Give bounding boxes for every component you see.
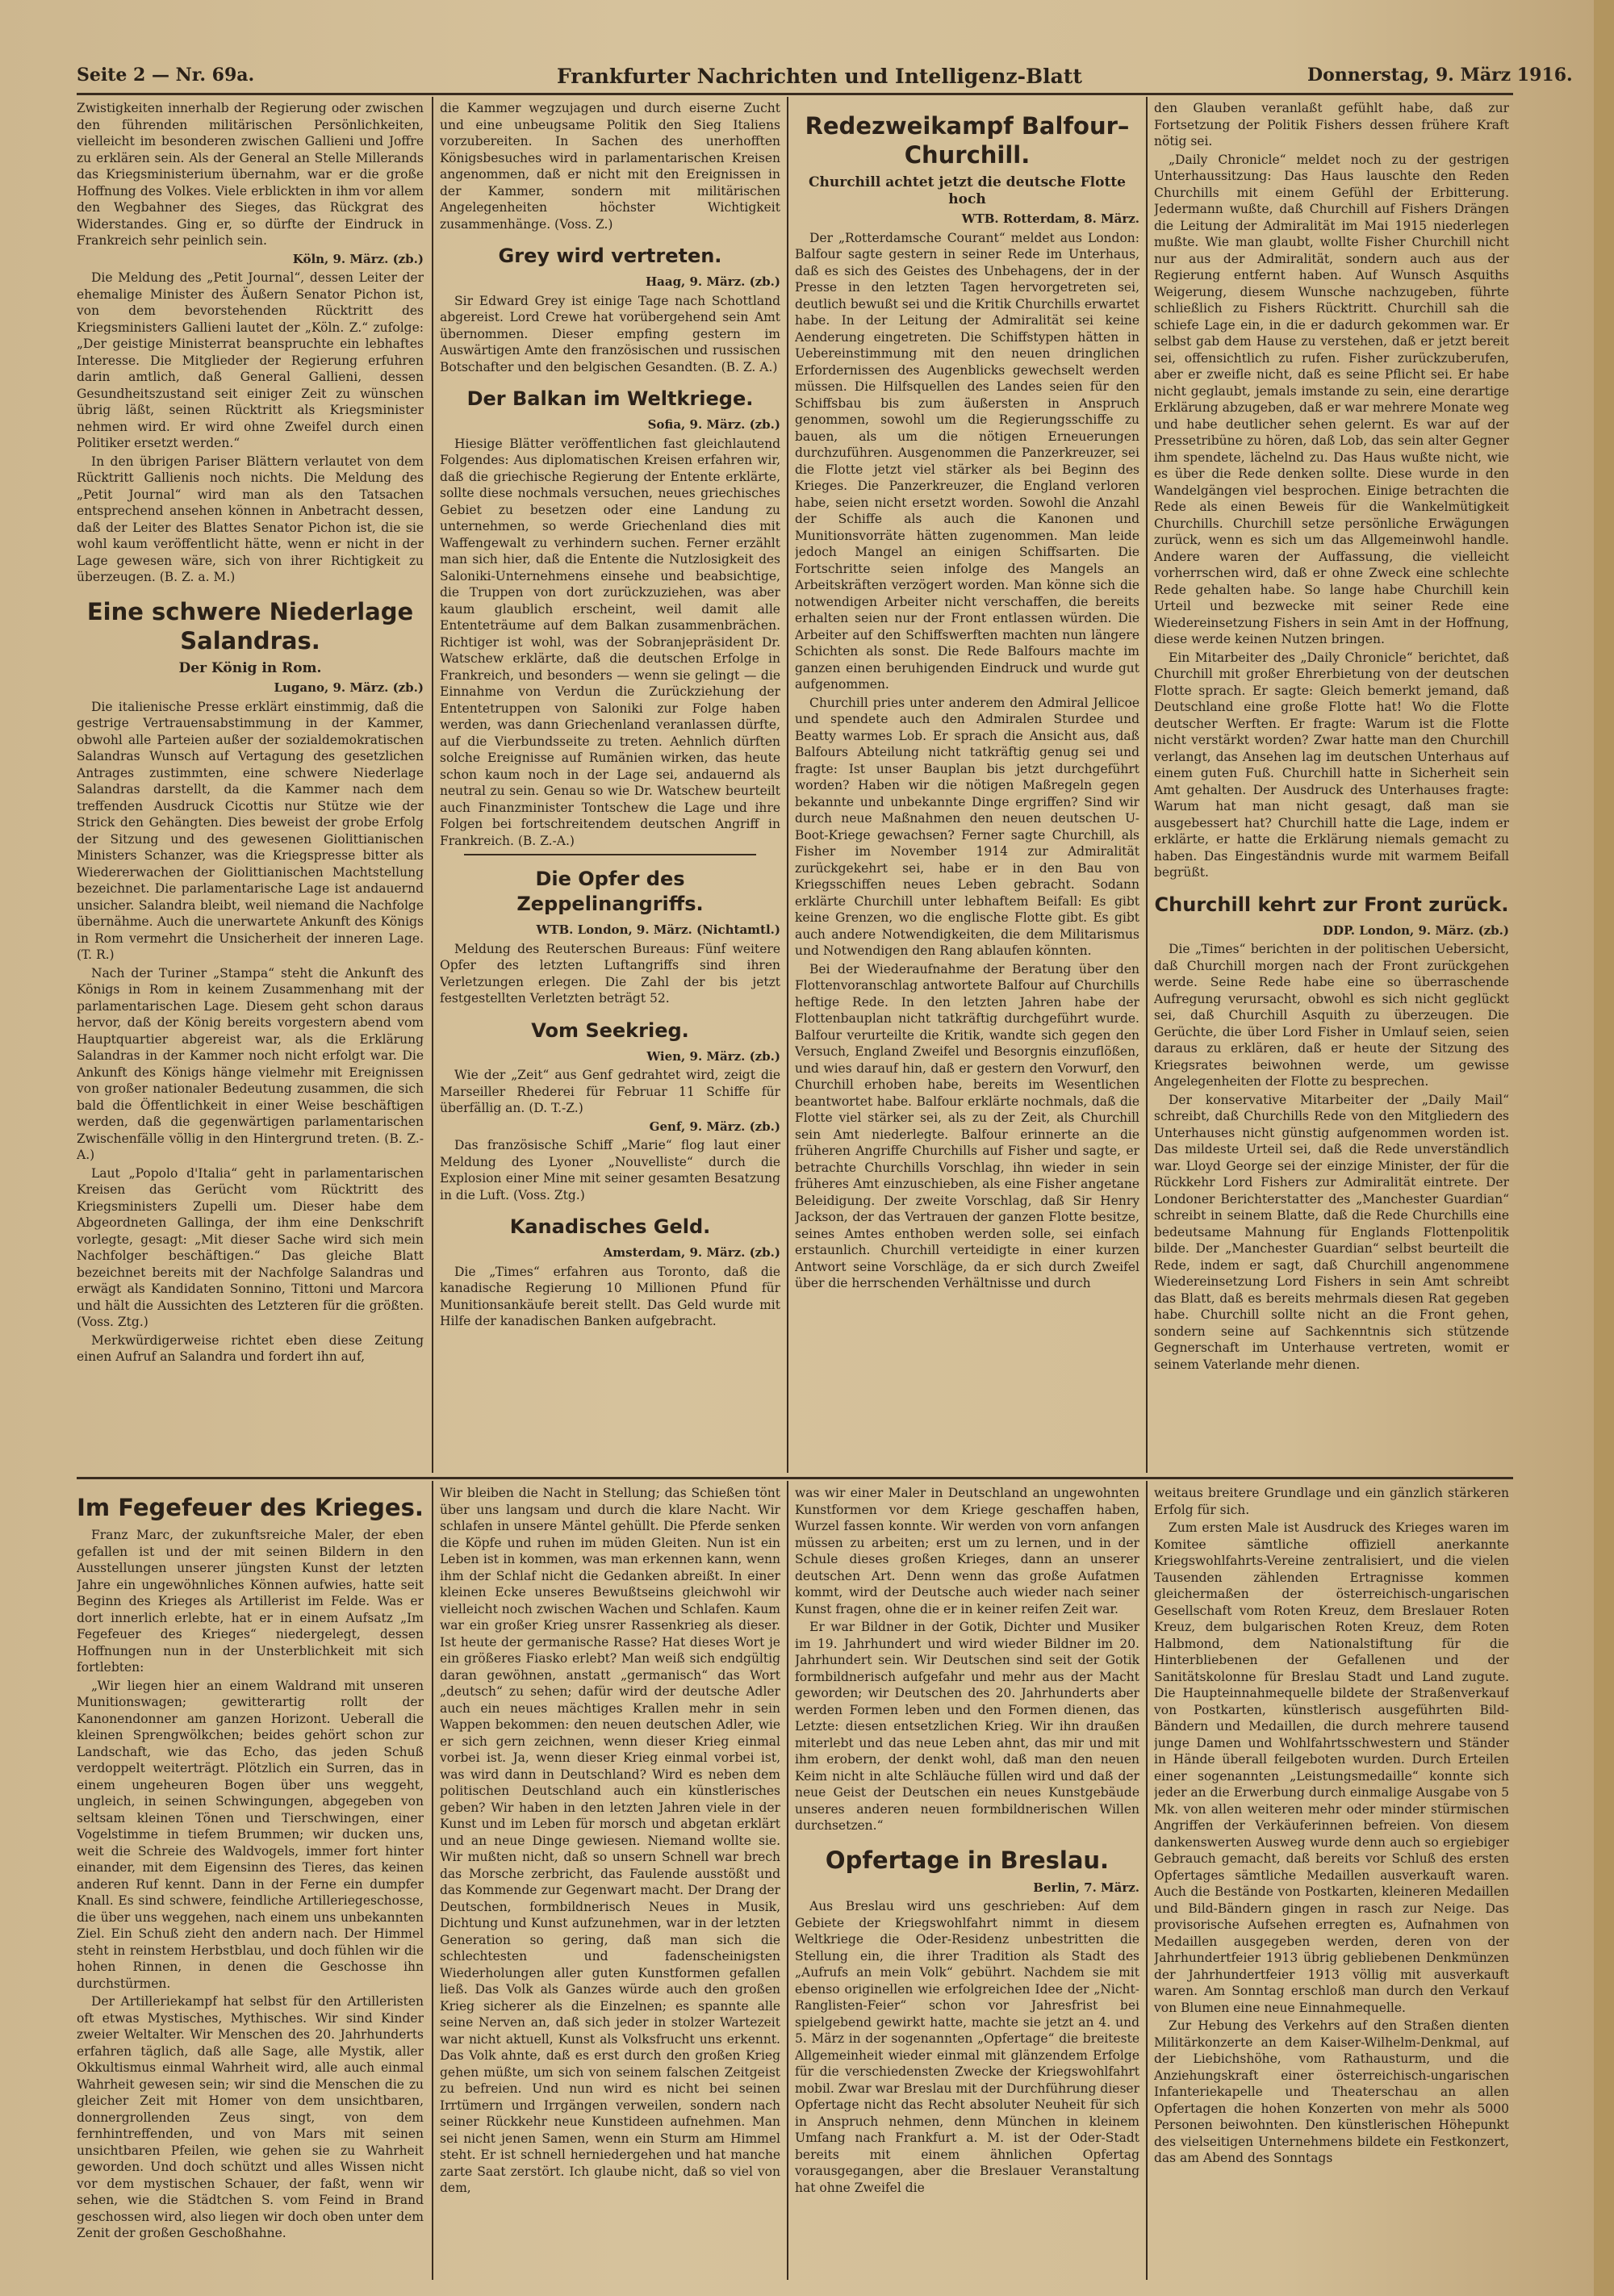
dateline: Sofia, 9. März. (zb.) xyxy=(647,417,780,432)
article-text: Die Meldung des „Petit Journal“, dessen Leiter der ehemalige Minister des Äußern Senator Pichon ist, von dem bevorstehenden Rücktritt des Kriegsministers Gallieni lautet der „Köln. Z.“ zufolge: „Der geistige Ministerrat beanspruchte ein lebhaftes Interesse. Die Mitglieder der Regierung erfuhren darin amtlich, daß General Gallieni, dessen Gesundheitszustand seit einiger Zeit zu wünschen übrig läßt, seinen Rücktritt als Kriegsminister nehmen wird. Er wird ohne Zweifel durch einen Politiker ersetzt werden.“ xyxy=(77,270,424,450)
subheadline: Der König in Rom. xyxy=(178,659,322,676)
article-text: In den übrigen Pariser Blättern verlautet von dem Rücktritt Gallienis noch nichts. Die Meldung des „Petit Journal“ wird man als den Tatsachen entsprechend ansehen können in Anbetracht dessen, daß der Leiter des Blattes Senator Pichon ist, die sie wohl kaum veröffentlicht hätte, wenn er nicht in der Lage gewesen wäre, sich von ihrer Richtigkeit zu überzeugen. (B. Z. a. M.) xyxy=(77,454,424,584)
paper-edge xyxy=(1594,0,1614,2296)
article-text: Aus Breslau wird uns geschrieben: Auf dem Gebiete der Kriegswohlfahrt nimmt in diesem Weltkriege die Oder-Residenz unbestritten die Stellung ein, die ihrer Tradition als Stadt des „Aufrufs an mein Volk“ gebührt. Nachdem sie mit ebenso originellen wie erfolgreichen Idee der „Nicht-Ranglisten-Feier“ schon vor Jahresfrist bei spielgebend gewirkt hatte, machte sie jetzt an 4. und 5. März in der sogenannten „Opfertage“ die breiteste Allgemeinheit wieder einmal mit glänzendem Erfolge für die verschiedensten Zwecke der Kriegswohlfahrt mobil. Zwar war Breslau mit der Durchführung dieser Opfertage nicht das Recht absoluter Neuheit für sich in Anspruch nehmen, denn München in kleinem Umfang nach Frankfurt a. M. ist der Oder-Stadt bereits mit einem ähnlichen Opfertag vorausgegangen, aber die Breslauer Veranstaltung hat ohne Zweifel die xyxy=(795,1899,1139,2195)
headline-fegefeuer: Im Fegefeuer des Krieges. xyxy=(77,1494,424,1521)
headline-salandra: Eine schwere Niederlage Salandras. xyxy=(86,597,414,655)
headline-seekrieg: Vom Seekrieg. xyxy=(531,1018,689,1042)
headline-zeppelin: Die Opfer des Zeppelinangriffs. xyxy=(516,868,704,915)
article-text: Die „Times“ erfahren aus Toronto, daß die kanadische Regierung 10 Millionen Pfund für Munitionsankäufe bereit stellt. Das Geld wurde mit Hilfe der kanadischen Banken aufgebracht. xyxy=(440,1264,780,1328)
headline-kanada: Kanadisches Geld. xyxy=(509,1215,711,1238)
headline-grey: Grey wird vertreten. xyxy=(498,245,722,267)
feuilleton-column-4 xyxy=(1154,1485,1509,2280)
feuilleton-column-1 xyxy=(77,1485,424,2280)
article-text: Churchill pries unter anderem den Admiral Jellicoe und spendete auch den Admiralen Sturdee und Beatty warmes Lob. Er sprach die Ansicht aus, daß Balfours Abteilung nicht tatkräftig genug sei und fragte: Ist unser Bauplan bis jetzt durchgeführt worden? Haben wir die nötigen Maßregeln gegen bekannte und unbekannte Dinge ergriffen? Sind wir durch neue Maßnahmen den neuen deutschen U-Boot-Kriege gewachsen? Ferner sagte Churchill, als Fisher im November 1914 zur Admiralität zurückgekehrt sei, habe er in den Bau von Kriegsschiffen neues Leben gebracht. Sodann erklärte Churchill unter lebhaftem Beifall: Es gibt keine Grenzen, wo die englische Flotte gibt. Es gibt auch andere Notwendigkeiten, die dem Militarismus und Notwendigen den Rang ablaufen könnten. xyxy=(795,695,1139,958)
article-text: Zur Hebung des Verkehrs auf den Straßen dienten Militärkonzerte an dem Kaiser-Wilhelm-Denkmal, auf der Liebichshöhe, vom Rathausturm, und die Anziehungskraft einer österreichisch-ungarischen Infanteriekapelle und Theaterschau an allen Opfertagen die hohen Konzerten von mehr als 5000 Personen beiwohnten. Den künstlerischen Höhepunkt des vielseitigen Unternehmens bildete ein Festkonzert, das am Abend des Sonntags xyxy=(1154,2018,1509,2165)
feuilleton-column-3 xyxy=(795,1485,1139,2280)
feuilleton-column-2 xyxy=(440,1485,780,2280)
column-rule-1 xyxy=(432,97,433,1473)
dateline: Berlin, 7. März. xyxy=(1033,1880,1139,1895)
column-4 xyxy=(1154,100,1509,1472)
headline-breslau: Opfertage in Breslau. xyxy=(825,1846,1110,1874)
dateline: Köln, 9. März. (zb.) xyxy=(292,251,424,266)
column-rule-5 xyxy=(787,1481,788,2280)
headline-balkan: Der Balkan im Weltkriege. xyxy=(466,387,754,410)
dateline: Genf, 9. März. (zb.) xyxy=(649,1119,780,1134)
article-text: Merkwürdigerweise richtet eben diese Zeitung einen Aufruf an Salandra und fordert ihn auf, xyxy=(77,1332,424,1364)
column-rule-3 xyxy=(1146,97,1148,1473)
article-text: Das französische Schiff „Marie“ flog laut einer Meldung des Lyoner „Nouvelliste“ durch die Explosion einer Mine mit seiner gesamten Besatzung in die Luft. (Voss. Ztg.) xyxy=(440,1138,780,1202)
article-text: Ein Mitarbeiter des „Daily Chronicle“ berichtet, daß Churchill mit großer Ehrerbietung von der deutschen Flotte sprach. Er sagte: Gleich bemerkt jemand, daß Deutschland eine große Flotte hat! Wo die Flotte deutscher Werften. Er fragte: Warum ist die Flotte nicht verstärkt worden? Zwar hatte man den Churchill verlangt, das Ansehen lag im deutschen Unterhaus auf einem guten Fuß. Churchill hatte in Sicherheit sein Amt gehalten. Der Ausdruck des Unterhauses fragte: Warum hat man nicht gesagt, daß man sie ausgebessert hat? Churchill hatte die Lage, indem er erklärte, er hatte die Erklärung niemals gemacht zu haben. Das Eingeständnis wurde mit warmem Beifall begrüßt. xyxy=(1154,650,1509,880)
newspaper-title: Frankfurter Nachrichten und Intelligenz-Blatt xyxy=(557,65,1082,88)
article-text: Wir bleiben die Nacht in Stellung; das Schießen tönt über uns langsam und durch die klare Nacht. Wir schlafen in unsere Mäntel gehüllt. Die Pferde senken die Köpfe und ruhen im müden Gleiten. Nun ist ein Leben ist in kommen, was man erkennen kann, wenn ihm der Schlaf nicht die Gedanken abreißt. In einer kleinen Ecke unseres Bewußtseins gleichwohl wir vielleicht noch zwischen Wachen und Schlafen. Kaum war ein großer Krieg unsrer Rassenkrieg als dieser. Ist heute der germanische Rasse? Hat dieses Wort je ein größeres Fiasko erlebt? Man weiß sich endgültig daran gewöhnen, anstatt „germanisch“ das Wort „deutsch“ zu sehen; dafür wird der deutsche Adler auch ein neues mächtiges Krallen mehr in sein Wappen bekommen: den neuen deutschen Adler, wie er sich gern zeichnen, wenn dieser Krieg einmal vorbei ist. Ja, wenn dieser Krieg einmal vorbei ist, was wird dann in Deutschland? Wird es neben dem politischen Deutschland auch ein künstlerisches geben? Wir haben in den letzten Jahren viele in der Kunst und im Leben für morsch und abgetan erklärt und an neue Dinge gewiesen. Niemand wollte sie. Wir mußten nicht, daß so unsern Schnell war brech das Morsche zerbricht, das Faulende ausstößt und das Kommende zur Gegenwart macht. Der Drang der Deutschen, formbildnerisch Neues in Musik, Dichtung und Kunst aufzunehmen, war in der letzten Generation so gering, daß man sich die schlechtesten und fadenscheinigsten Wiederholungen aller guten Kunstformen gefallen ließ. Das Volk als Ganzes würde auch den großen Krieg sicherer als die Einzelnen; es spannte alle seine Nerven an, daß sich jeder in stolzer Wartezeit war nicht aktuell, Kunst als Volksfrucht uns erkennt. Das Volk ahnte, daß es erst durch den großen Krieg gehen müßte, um sich von seinem falschen Zeitgeist zu befreien. Und nun wird es nicht bei seinen Irrtümern und Irrgängen verweilen, sondern nach seiner Rückkehr neue Kunstideen aufnehmen. Man sei nicht jenen Samen, wenn ein Sturm am Himmel steht. Er ist schnell herniedergehen und hat manche zarte Saat zerstört. Ich glaube nicht, daß so viel von dem, xyxy=(440,1486,780,2195)
article-text: Meldung des Reuterschen Bureaus: Fünf weitere Opfer des letzten Luftangriffs sind ihren Verletzungen erlegen. Die Zahl der bis jetzt festgestellten Verletzten beträgt 52. xyxy=(440,941,780,1006)
page-number: Seite 2 — Nr. 69a. xyxy=(77,65,255,86)
article-text: Der konservative Mitarbeiter der „Daily Mail“ schreibt, daß Churchills Rede von den Mitgliedern des Unterhauses nicht günstig aufgenommen worden ist. Das mildeste Urteil sei, daß die Rede unverständlich war. Lloyd George sei der einzige Minister, der für die Rückkehr Lord Fishers zur Admiralität eintrete. Der Londoner Berichterstatter des „Manchester Guardian“ schreibt in seinem Blatte, daß die Rede Churchills eine bedeutsame Mahnung für Englands Flottenpolitik bilde. Der „Manchester Guardian“ selbst beurteilt die Rede, indem er sagt, daß Churchill angenommene Wiedereinsetzung Lord Fishers in sein Amt schreibt das Blatt, daß es bereits mehrmals diesen Rat gegeben habe. Churchill sollte nicht an die Front gehen, sondern seine auf Sachkenntnis sich stützende Gegnerschaft im Unterhause vertreten, womit er seinem Vaterlande mehr dienen. xyxy=(1154,1092,1509,1372)
dateline: Wien, 9. März. (zb.) xyxy=(646,1048,780,1064)
issue-date: Donnerstag, 9. März 1916. xyxy=(1307,65,1573,86)
article-text: Nach der Turiner „Stampa“ steht die Ankunft des Königs in Rom in keinem Zusammenhang mit der parlamentarischen Lage. Diesem geht schon daraus hervor, daß der König bereits vorgestern abend vom Hauptquartier abgereist war, als die Erklärung Salandras in der Kammer noch nicht erfolgt war. Die Ankunft des Königs hänge vielmehr mit Ereignissen von großer nationaler Bedeutung zusammen, die sich bald die Öffentlichkeit in einer Weise beschäftigen werden, daß die gegenwärtigen parlamentarischen Zwischenfälle völlig in den Hintergrund treten. (B. Z.-A.) xyxy=(77,965,424,1162)
article-text: Die „Times“ berichten in der politischen Uebersicht, daß Churchill morgen nach der Front zurückgehen werde. Seine Rede habe eine so überraschende Aufregung verursacht, obwohl es sich nicht geglückt sei, daß Churchill Asquith zu überzeugen. Die Gerüchte, die über Lord Fisher in Umlauf seien, seien daraus zu erklären, daß er heute der Sitzung des Kriegsrates beiwohnen werde, um gewisse Angelegenheiten der Flotte zu besprechen. xyxy=(1154,942,1509,1089)
masthead-rule xyxy=(77,93,1513,95)
article-text: Zwistigkeiten innerhalb der Regierung oder zwischen den führenden militärischen Persönlichkeiten, vielleicht im besonderen zwischen Gallieni und Joffre zu erklären sein. Als der General an Stelle Millerands das Kriegsministerium übernahm, war er die große Hoffnung des Volkes. Viele erblickten in ihm vor allem den Wegbahner des Sieges, das Rückgrat des Widerstandes. Ging er, so dürfte der Eindruck in Frankreich sehr peinlich sein. xyxy=(77,101,424,248)
dateline: Amsterdam, 9. März. (zb.) xyxy=(603,1245,780,1260)
article-text: Sir Edward Grey ist einige Tage nach Schottland abgereist. Lord Crewe hat vorübergehend sein Amt übernommen. Dieser empfing gestern im Auswärtigen Amte den französischen und russischen Botschafter und den belgischen Gesandten. (B. Z. A.) xyxy=(440,293,780,374)
article-text: „Wir liegen hier an einem Waldrand mit unseren Munitionswagen; gewitterartig rollt der Kanonendonner am ganzen Horizont. Ueberall die kleinen Sprengwölkchen; beides gehört schon zur Landschaft, wie das Echo, das jeden Schuß verdoppelt weiterträgt. Plötzlich ein Surren, das in einem ungeheuren Bogen über uns weggeht, ungleich, in seinen Schwingungen, abgegeben von seltsam kleinen Tönen und Tierschwingen, einer Vogelstimme in tiefem Brummen; wir ducken uns, weit die Schreie des Waldvogels, immer fort hinter einander, mit dem Eigensinn des Tieres, das keinen anderen Ruf kennt. Dann in der Ferne ein dumpfer Knall. Es sind schwere, feindliche Artilleriegeschosse, die über uns weggehen, nach einem uns unbekannten Ziel. Ein Schuß zieht den andern nach. Der Himmel steht in reinstem Herbstblau, und doch fühlen wir die hohen Rinnen, in denen die Geschosse ihn durchstürmen. xyxy=(77,1678,424,1991)
article-text: was wir einer Maler in Deutschland an ungewohnten Kunstformen vor dem Kriege geschaffen haben, Wurzel fassen konnte. Wir werden von vorn anfangen müssen zu arbeiten; erst um zu lernen, und in der Schule dieses großen Krieges, dann an unserer deutschen Art. Denn wenn das große Aufatmen kommt, wird der Deutsche auch wieder nach seiner Kunst fragen, ohne die er in keiner reifen Zeit war. xyxy=(795,1486,1139,1616)
article-text: Laut „Popolo d'Italia“ geht in parlamentarischen Kreisen das Gerücht vom Rücktritt des Kriegsministers Zupelli um. Dieser habe dem Abgeordneten Gallinga, der ihm eine Denkschrift vorlegte, gesagt: „Mit dieser Sache wird sich mein Nachfolger beschäftigen.“ Das gleiche Blatt bezeichnet bereits mit der Nachfolge Salandras und erwägt als Kandidaten Sonnino, Tittoni und Marcora und hält die Aussichten des Letzteren für die größten. (Voss. Ztg.) xyxy=(77,1165,424,1329)
article-text: Zum ersten Male ist Ausdruck des Krieges waren im Komitee sämtliche offiziell anerkannte Kriegswohlfahrts-Vereine zentralisiert, und die vielen Tausenden zählenden Ertragnisse kommen gleichermaßen der österreichisch-ungarischen Gesellschaft vom Roten Kreuz, dem Breslauer Roten Kreuz, dem bulgarischen Roten Kreuz, dem Roten Halbmond, dem Nationalstiftung für die Hinterbliebenen der Gefallenen und der Sanitätskolonne für Breslau Stadt und Land zugute. Die Haupteinnahmequelle bildete der Straßenverkauf von Postkarten, künstlerisch ausgeführten Bild-Bändern und Medaillen, die durch mehrere tausend junge Damen und Wohlfahrtsschwestern und Ständer in Hände überall feilgeboten wurden. Durch Erteilen einer sogenannten „Leistungsmedaille“ konnte sich jeder an die Erwerbung durch einmalige Ausgabe von 5 Mk. von allen weiteren mehr oder minder stürmischen Angriffen der Verkäuferinnen befreien. Von diesem dankenswerten Ausweg wurde denn auch so ergiebiger Gebrauch gemacht, daß bereits vor Schluß des ersten Opfertages sämtliche Medaillen ausverkauft waren. Auch die Bestände von Postkarten, kleineren Medaillen und Bild-Bändern gingen in rasch zur Neige. Das provisorische Aufsehen erregten es, Aufnahmen von Medaillen ausgegeben werden, deren von der Jahrhundertfeier 1913 übrig gebliebenen Denkmünzen der Jahrhundertfeier 1913 völlig mit ausverkauft waren. Am Sonntag erschloß man durch den Verkauf von Blumen eine neue Einnahmequelle. xyxy=(1154,1520,1509,2015)
dateline: WTB. Rotterdam, 8. März. xyxy=(961,211,1139,226)
dateline: DDP. London, 9. März. (zb.) xyxy=(1322,922,1509,938)
section-divider xyxy=(77,1477,1513,1479)
article-text: Hiesige Blätter veröffentlichen fast gleichlautend Folgendes: Aus diplomatischen Kreisen erfahren wir, daß die griechische Regierung der Entente erklärte, sollte diese nochmals versuchen, neues griechisches Gebiet zu besetzen oder eine Landung zu unternehmen, so werde Griechenland dies mit Waffengewalt zu verhindern suchen. Ferner erzählt man sich hier, daß die Entente die Nutzlosigkeit des Saloniki-Unternehmens einsehe und beabsichtige, die Truppen von dort zurückzuziehen, was aber kaum glaublich erscheint, weil damit alle Ententeträume auf dem Balkan zusammenbrächen. Richtiger ist wohl, was der Sobranjepräsident Dr. Watschew erklärte, daß die deutschen Erfolge in Frankreich, und besonders — wenn sie gelingt — die Einnahme von Verdun die Zurückziehung der Ententetruppen von Saloniki zur Folge haben werden, was dann Griechenland veranlassen dürfte, auf die Vierbundsseite zu treten. Aehnlich dürften solche Ereignisse auf Rumänien wirken, das heute schon kaum noch in der Lage sei, andauernd als neutral zu sein. Genau so wie Dr. Watschew beurteilt auch Finanzminister Tontschew die Lage und ihre Folgen bei fortschreitendem deutschen Angriff in Frankreich. (B. Z.-A.) xyxy=(440,436,780,848)
article-text: Der Artilleriekampf hat selbst für den Artilleristen oft etwas Mystisches, Mythisches. Wir sind Kinder zweier Weltalter. Wir Menschen des 20. Jahrhunderts erfahren täglich, daß alle Sage, alle Mystik, aller Okkultismus einmal Wahrheit wird, alle auch einmal Wahrheit gewesen sein; wir sind die Menschen die zu gleicher Zeit mit Homer von dem unsichtbaren, donnergrollenden Zeus singt, von dem fernhintreffenden, und von Mars mit seinen unsichtbaren Pfeilen, wie gehen sie zu Wahrheit geworden. Und doch schützt und alles Wissen nicht vor dem mystischen Schauer, der faßt, wenn wir sehen, wie die Städtchen S. vom Feind in Brand geschossen wird, also liegen wir doch oben unter dem Zenit der großen Geschoßhahne. xyxy=(77,1994,424,2240)
article-text: Der „Rotterdamsche Courant“ meldet aus London: Balfour sagte gestern in seiner Rede im Unterhaus, daß es sich des Geistes des Unbehagens, der in der Presse in den letzten Tagen hervorgetreten sei, deutlich bewußt sei und die Kritik Churchills erwartet habe. In der Leitung der Admiralität sei keine Aenderung eingetreten. Die Schiffstypen hätten in Uebereinstimmung mit den neuen dringlichen Erfordernissen des Augenblicks gewechselt werden müssen. Die Hilfsquellen des Landes seien für den Schiffsbau bis zum äußersten in Anspruch genommen, sowohl um die Regierungsschiffe zu bauen, als um die nötigen Erneuerungen durchzuführen. Ausgenommen die Panzerkreuzer, sei die Flotte jetzt viel stärker als bei Beginn des Krieges. Die Panzerkreuzer, die England verloren habe, seien nicht ersetzt worden. Sowohl die Anzahl der Schiffe als auch die Kanonen und Munitionsvorräte hätten zugenommen. Man leide jedoch Mangel an einigen Schiffsarten. Die Fortschritte seien infolge des Mangels an Arbeitskräften verzögert worden. Man könne sich die notwendigen Arbeiter nicht verschaffen, die bereits erhalten seien nur der Front entlassen würden. Die Arbeiter auf den Schiffswerften machten nun längere Schichten als sonst. Die Rede Balfours machte im ganzen einen beruhigenden Eindruck und wurde gut aufgenommen. xyxy=(795,230,1139,692)
article-text: den Glauben veranlaßt gefühlt habe, daß zur Fortsetzung der Politik Fishers dessen frühere Kraft nötig sei. xyxy=(1154,101,1509,148)
article-text: Die italienische Presse erklärt einstimmig, daß die gestrige Vertrauensabstimmung in der Kammer, obwohl alle Parteien außer der sozialdemokratischen Salandras Wunsch auf Vertagung des gesetzlichen Antrages zustimmten, eine schwere Niederlage Salandras darstellt, da die Kammer nach dem treffenden Ausdruck Cicottis nur Stütze wie der Strick den Gehängten. Dies beweist der grobe Erfolg der Sitzung und des gewesenen Giolittianischen Ministers Schanzer, was die Kriegspresse bitter als Wiedererwachen der Giolittianischen Machtstellung bezeichnet. Die parlamentarische Lage ist andauernd unsicher. Salandra bleibt, weil niemand die Nachfolge übernähme. Auch die unerwartete Ankunft des Königs in Rom vermehrt die Unsicherheit der inneren Lage. (T. R.) xyxy=(77,699,424,962)
article-text: „Daily Chronicle“ meldet noch zu der gestrigen Unterhaussitzung: Das Haus lauschte den Reden Churchills mit einem Gefühl der Erbitterung. Jedermann wußte, daß Churchill auf Fishers Drängen die Leitung der Admiralität im Mai 1915 niederlegen mußte. Wie man glaubt, wollte Fisher Churchill nicht nur aus der Admiralität, sondern auch aus der Regierung entfernt haben. Auf Wunsch Asquiths Weigerung, diesem Wunsche nachzugeben, führte schließlich zu Fishers Rücktritt. Churchill sah die schiefe Lage ein, in die er dadurch gekommen war. Er selbst gab dem Hause zu verstehen, daß er jetzt bereit sei, offensichtlich zu rufen. Fisher zurückzuberufen, aber er zweifle nicht, daß es seine Pflicht sei. Er habe nicht geglaubt, jemals imstande zu sein, eine derartige Erklärung abzugeben, daß er war mehrere Monate weg und habe deutlicher sehen gelernt. Es war auf der Pressetribüne zu hören, daß Lob, das sein alter Gegner ihm spendete, lächelnd zu. Das Haus wußte nicht, wie es über die Rede denken sollte. Diese wurde in den Wandelgängen viel besprochen. Einige betrachten die Rede als einen Beweis für die Wankelmütigkeit Churchills. Churchill setze persönliche Erwägungen zurück, wenn es sich um das Allgemeinwohl handle. Andere waren der Auffassung, die vielleicht vorherrschen wird, daß er ohne Zweck eine schlechte Rede gehalten habe. So lange habe Churchill kein Urteil und bezwecke mit seiner Rede eine Wiedereinsetzung Fishers in sein Amt in der Hoffnung, diese werde keinen Nutzen bringen. xyxy=(1154,152,1509,646)
column-rule-2 xyxy=(787,97,788,1473)
article-text: Wie der „Zeit“ aus Genf gedrahtet wird, zeigt die Marseiller Rhederei für Februar 11 Schiffe für überfällig an. (D. T.-Z.) xyxy=(440,1068,780,1115)
article-text: Franz Marc, der zukunftsreiche Maler, der eben gefallen ist und der mit seinen Bildern in den Ausstellungen unserer jüngsten Kunst der letzten Jahre ein ungewöhnliches Können aufwies, hatte seit Beginn des Krieges als Artillerist im Felde. Was er dort innerlich erlebte, hat er in einem Aufsatz „Im Fegefeuer des Krieges“ niedergelegt, dessen Hoffnungen nun in der Unsterblichkeit mit sich fortlebten: xyxy=(77,1528,424,1675)
dateline: Haag, 9. März. (zb.) xyxy=(645,274,780,289)
column-1 xyxy=(77,100,424,1472)
column-3 xyxy=(795,100,1139,1472)
article-separator xyxy=(464,854,756,855)
article-text: die Kammer wegzujagen und durch eiserne Zucht und eine unbeugsame Politik den Sieg Italiens vorzubereiten. In Sachen des unerhofften Königsbesuches wird in parlamentarischen Kreisen angenommen, daß er nicht mit den Ereignissen in der Kammer, sondern mit militärischen Angelegenheiten höchster Wichtigkeit zusammenhänge. (Voss. Z.) xyxy=(440,101,780,232)
headline-churchill-front: Churchill kehrt zur Front zurück. xyxy=(1154,893,1509,916)
subheadline: Churchill achtet jetzt die deutsche Flotte hoch xyxy=(808,174,1127,207)
article-text: Bei der Wiederaufnahme der Beratung über den Flottenvoranschlag antwortete Balfour auf Churchills heftige Rede. In den letzten Jahren habe der Flottenbauplan nicht tatkräftig durchgeführt wurde. Balfour verurteilte die Kritik, wandte sich gegen den Versuch, England Zweifel und Besorgnis einzuflößen, und wies darauf hin, daß er gestern den Vorwurf, den Churchill erhoben habe, bereits im Wesentlichen beantwortet habe. Balfour erklärte nochmals, daß die Flotte viel stärker sei, als zu der Zeit, als Churchill sein Amt niederlegte. Balfour erinnerte an die früheren Angriffe Churchills auf Fisher und sagte, er betrachte Churchills Vorschlag, ihn wieder in sein früheres Amt einzuschieben, als eine Fisher angetane Beleidigung. Der zweite Vorschlag, daß Sir Henry Jackson, der das Vertrauen der ganzen Flotte besitze, seines Amtes enthoben werden solle, sei einfach erstaunlich. Churchill verteidigte in einer kurzen Antwort seine Vorschläge, da er sich durch Zweifel über die herrschenden Verhältnisse und durch xyxy=(795,961,1139,1290)
column-rule-4 xyxy=(432,1481,433,2280)
dateline: Lugano, 9. März. (zb.) xyxy=(274,680,424,695)
headline-balfour: Redezweikampf Balfour–Churchill. xyxy=(805,112,1130,169)
article-text: Er war Bildner in der Gotik, Dichter und Musiker im 19. Jahrhundert und wird wieder Bildner im 20. Jahrhundert sein. Wir Deutschen sind seit der Gotik formbildnerisch aufgefahr und mehr aus der Macht geworden; wir Deutschen des 20. Jahrhunderts aber werden Formen leben und den Formen dienen, das Letzte: diesen entsetzlichen Krieg. Wir ihn draußen miterlebt und das neue Leben ahnt, das mir und mit ihm erobern, der denkt wohl, daß man den neuen Keim nicht in alte Schläuche füllen wird und daß der neue Geist der Deutschen ein neues Kunstgebäude unseres anderen neuen formbildnerischen Willen durchsetzen.“ xyxy=(795,1620,1139,1833)
dateline: WTB. London, 9. März. (Nichtamtl.) xyxy=(536,922,780,937)
column-2 xyxy=(440,100,780,1472)
column-rule-6 xyxy=(1146,1481,1148,2280)
article-text: weitaus breitere Grundlage und ein gänzlich stärkeren Erfolg für sich. xyxy=(1154,1486,1509,1517)
